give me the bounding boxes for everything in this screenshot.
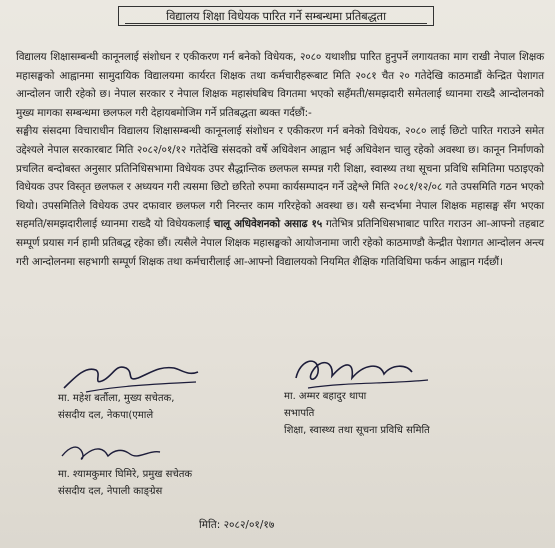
- commitment-deadline: चालू अधिवेशनको असाढ १५: [213, 218, 323, 231]
- signatory-name: मा. श्यामकुमार घिमिरे, प्रमुख सचेतक: [58, 469, 193, 480]
- signatory-role: संसदीय दल, नेपाली काङ्ग्रेस: [58, 486, 163, 497]
- commitment-paragraph: [16, 122, 544, 271]
- document-body: [16, 48, 544, 271]
- signatory-mahesh: [58, 390, 174, 424]
- document-title: विद्यालय शिक्षा विधेयक पारित गर्ने सम्बन्धमा प्रतिबद्धता: [118, 6, 434, 26]
- signatory-role: सभापति: [284, 408, 315, 419]
- commitment-text-post: गतेभित्र प्रतिनिधिसभाबाट पारित गराउन आ-आफ्नो तहबाट सम्पूर्ण प्रयास गर्न हामी प्रतिबद्ध रहेका छौं। त्यसैले नेपाल शिक्षक महासङ्घको आयोजनामा जारी रहेको काठमाण्डौ केन्द्रीत पेशागत आन्दोलन अन्त्य गरी आन्दोलनमा सहभागी सम्पूर्ण शिक्षक तथा कर्मचारीलाई आ-आफ्नो विद्यालयको नियमित शैक्षिक गतिविधिमा फर्कन आह्वान गर्दछौं।: [16, 218, 544, 268]
- signatory-role: संसदीय दल, नेकपा(एमाले: [58, 410, 154, 421]
- commitment-text-pre: सङ्घीय संसदमा विचाराधीन विद्यालय शिक्षासम्बन्धी कानूनलाई संशोधन र एकीकरण गर्न बनेको विधेयक, २०८० लाई छिटो पारित गराउने समेत उद्देश्यले नेपाल सरकारबाट मिति २०८२/०१/१२ गतेदेखि संसदको वर्षे अधिवेशन आह्वान भई अधिवेशन चालु रहेको अवस्था छ। कानून निर्माणको प्रचलित बन्दोबस्त अनुसार प्रतिनिधिसभामा विधेयक उपर सैद्धान्तिक छलफल सम्पन्न गरी शिक्षा, स्वास्थ्य तथा सूचना प्रविधि समितिमा पठाइएको विधेयक उपर विस्तृत छलफल र अध्ययन गरी त्यसमा छिटो छरितो रुपमा कार्यसम्पादन गर्ने उद्देश्ले मिति २०८१/१२/०८ गते उपसमिति गठन भएको थियो। उपसमितिले विधेयक उपर दफावार छलफल गरी निरन्तर काम गरिरहेको अवस्था छ। यसै सन्दर्भमा नेपाल शिक्षक महासङ्घ सँग भएका सहमति/समझदारीलाई ध्यानमा राख्दै यो विधेयकलाई: [16, 125, 544, 231]
- document-date: मिति: २०८२/०१/१७: [199, 519, 275, 531]
- signatory-shyam: [58, 466, 192, 500]
- signatory-ammar: [284, 388, 430, 439]
- signatory-org: शिक्षा, स्वास्थ्य तथा सूचना प्रविधि समिति: [284, 425, 430, 436]
- signatory-name: मा. महेश बर्तौला, मुख्य सचेतक,: [58, 393, 175, 404]
- signatory-name: मा. अम्मर बहादुर थापा: [284, 391, 367, 402]
- intro-paragraph: विद्यालय शिक्षासम्बन्धी कानूनलाई संशोधन र एकीकरण गर्न बनेको विधेयक, २०८० यथाशीघ्र पारित हुनुपर्ने लगायतका माग राखी नेपाल शिक्षक महासङ्घको आह्वानमा सामुदायिक विद्यालयमा कार्यरत शिक्षक तथा कर्मचारीहरूबाट मिति २०८१ चैत २० गतेदेखि काठमाडौं केन्द्रित पेशागत आन्दोलन जारी रहेको छ। नेपाल सरकार र नेपाल शिक्षक महासंघबिच विगतमा भएको सहँमती/समझदारी समेतलाई ध्यानमा राख्दै आन्दोलनको मुख्य मागका सम्बन्धमा छलफल गरी देहायबमोजिम गर्ने प्रतिबद्धता ब्यक्त गर्दछौं:-: [16, 51, 544, 119]
- signature-shyam: [56, 438, 166, 468]
